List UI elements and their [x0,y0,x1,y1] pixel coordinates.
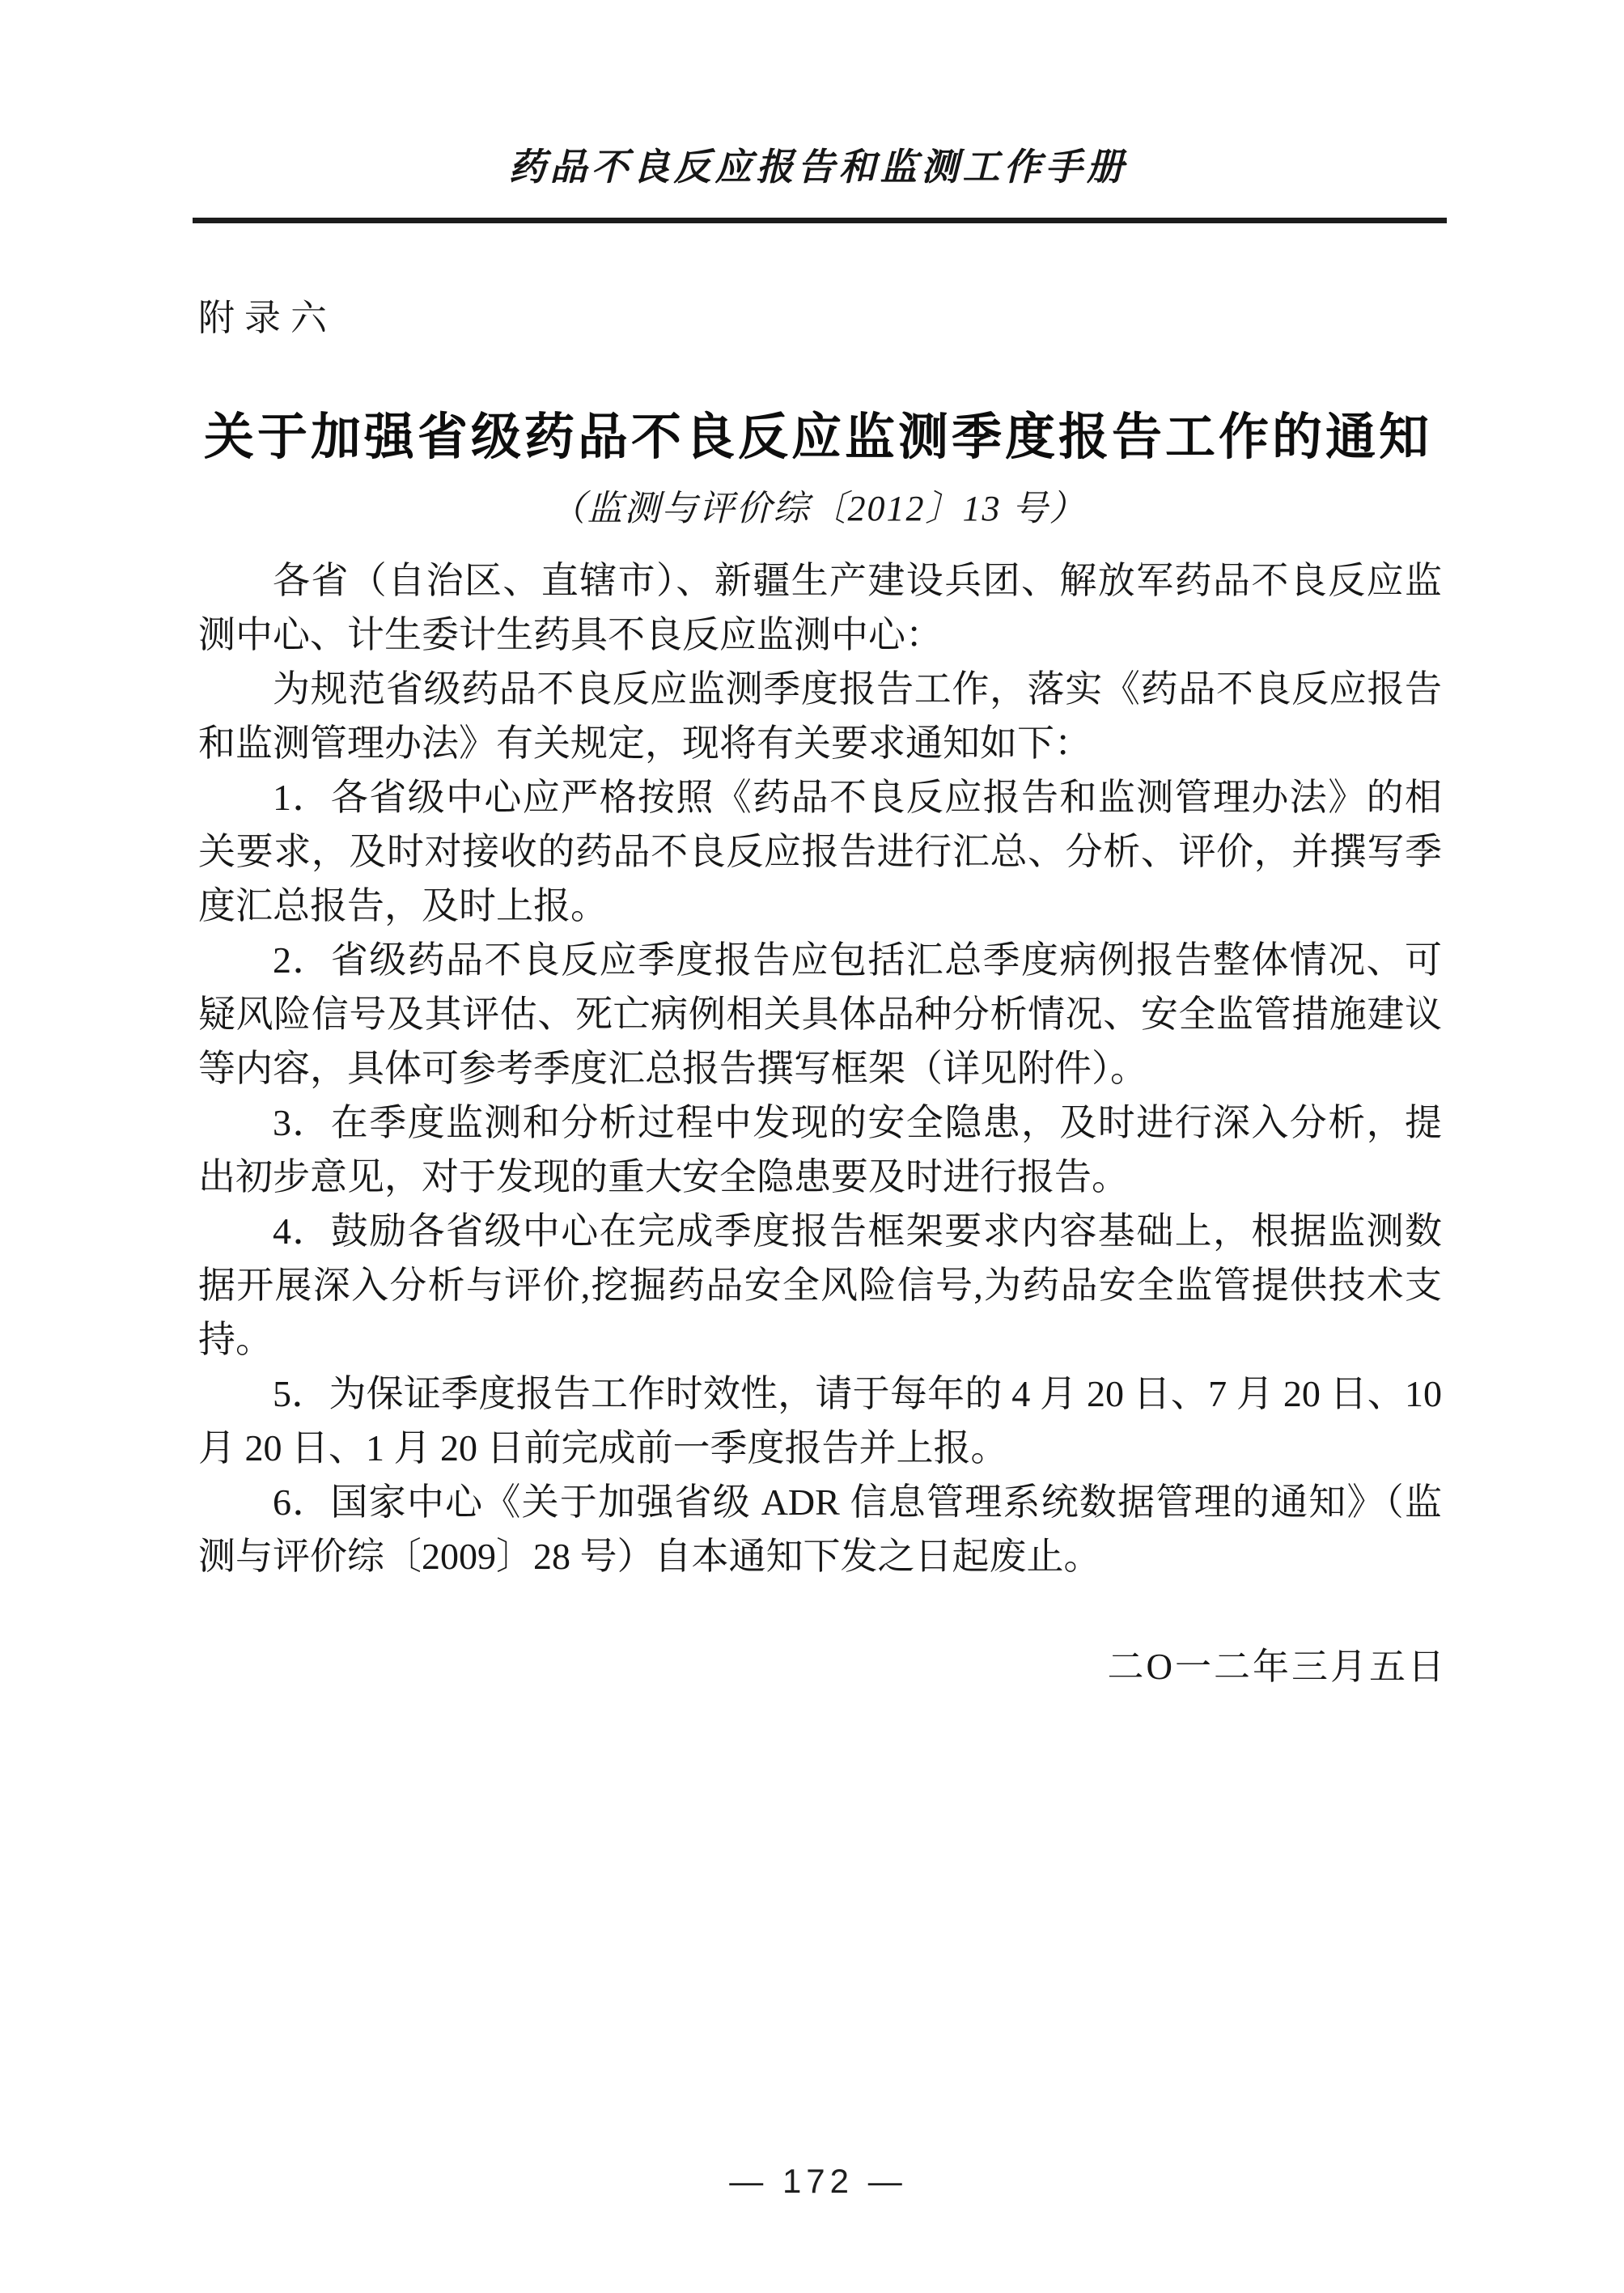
document-number: （监测与评价综〔2012〕13 号） [549,489,1087,528]
body-paragraph: 4．鼓励各省级中心在完成季度报告框架要求内容基础上，根据监测数据开展深入分析与评价,挖掘药品安全风险信号,为药品安全监管提供技术支持。 [198,1210,1442,1360]
page-number: — 172 — [729,2162,907,2200]
document-body [198,553,1442,1583]
body-paragraph: 6．国家中心《关于加强省级 ADR 信息管理系统数据管理的通知》（监测与评价综〔2009〕28 号）自本通知下发之日起废止。 [198,1481,1442,1577]
document-title: 关于加强省级药品不良反应监测季度报告工作的通知 [203,410,1432,465]
body-paragraph: 2．省级药品不良反应季度报告应包括汇总季度病例报告整体情况、可疑风险信号及其评估、死亡病例相关具体品种分析情况、安全监管措施建议等内容，具体可参考季度汇总报告撰写框架（详见附件）。 [198,939,1442,1089]
body-paragraph: 为规范省级药品不良反应监测季度报告工作，落实《药品不良反应报告和监测管理办法》有关规定，现将有关要求通知如下： [198,668,1442,764]
header-rule [193,218,1447,223]
running-header-title: 药品不良反应报告和监测工作手册 [508,146,1128,188]
body-paragraph: 各省（自治区、直辖市）、新疆生产建设兵团、解放军药品不良反应监测中心、计生委计生药具不良反应监测中心： [198,560,1442,655]
appendix-label: 附录六 [198,298,337,338]
signature-date: 二O一二年三月五日 [1107,1647,1447,1687]
body-paragraph: 3．在季度监测和分析过程中发现的安全隐患，及时进行深入分析，提出初步意见，对于发现的重大安全隐患要及时进行报告。 [198,1102,1442,1197]
body-paragraph: 5．为保证季度报告工作时效性，请于每年的 4 月 20 日、7 月 20 日、10 月 20 日、1 月 20 日前完成前一季度报告并上报。 [198,1373,1443,1469]
body-paragraph: 1．各省级中心应严格按照《药品不良反应报告和监测管理办法》的相关要求，及时对接收的药品不良反应报告进行汇总、分析、评价，并撰写季度汇总报告，及时上报。 [198,777,1442,926]
